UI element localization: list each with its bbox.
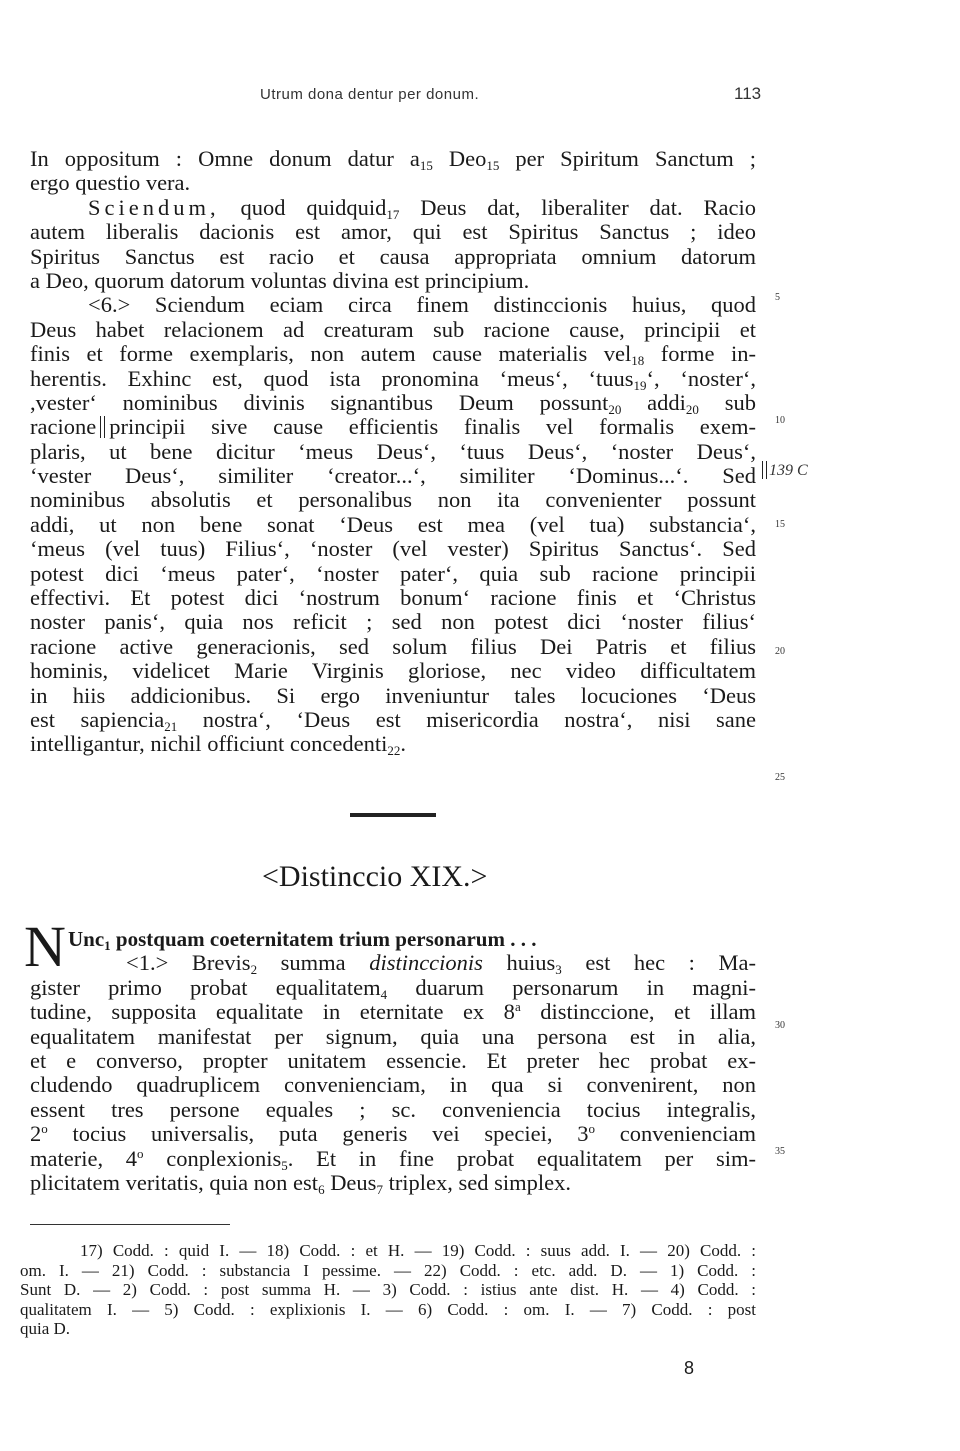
text-line: a Deo, quorum datorum voluntas divina est principium. (30, 267, 530, 293)
footnotes (20, 1241, 756, 1339)
line-number-15: 15 (775, 519, 785, 530)
footnote-line: Sunt D. — 2) Codd. : post summa H. — 3) Codd. : istius ante dist. H. — 4) Codd. : (20, 1280, 756, 1299)
column-break-mark (100, 416, 105, 438)
drop-capital: N (24, 914, 66, 979)
text-line: <1.> Brevis$_2$ summa distinccionis huius$_3$ est hec : Ma- (126, 950, 756, 978)
line-number-5: 5 (775, 292, 780, 303)
text-line: Deus habet relacionem ad creaturam sub racione cause, principii et (30, 316, 756, 342)
text-line: addi, ut non bene sonat ‘Deus est mea (vel tua) substancia‘, (30, 511, 756, 537)
text-line: nominibus absolutis et personalibus non ita convenienter possunt (30, 487, 756, 513)
footnote-line: quia D. (20, 1319, 71, 1338)
text-line: herentis. Exhinc est, quod ista pronomina ‘meus‘, ‘tuus$_{19}$‘, ‘noster‘, (30, 365, 756, 393)
text-line: potest dici ‘meus pater‘, ‘noster pater‘, quia sub racione principii (30, 560, 756, 586)
text-line: materie, 4$^o$ conplexionis$_5$. Et in fine probat equalitatem per sim- (30, 1145, 756, 1173)
text-line: racione principii sive cause efficientis finalis vel formalis exem- (30, 414, 756, 440)
text-line: plicitatem veritatis, quia non est$_6$ Deus$_7$ triplex, sed simplex. (30, 1169, 572, 1197)
line-number-10: 10 (775, 415, 785, 426)
text-line: est sapiencia$_{21}$ nostra‘, ‘Deus est misericordia nostra‘, nisi sane (30, 706, 756, 734)
incipit-line: Unc$_1$ postquam coeternitatem trium personarum . . . (68, 927, 537, 953)
line-number-35: 35 (775, 1146, 785, 1157)
running-title: Utrum dona dentur per donum. (260, 86, 480, 103)
line-number-20: 20 (775, 646, 785, 657)
text-line: Sciendum, quod quidquid$_{17}$ Deus dat, liberaliter dat. Racio (88, 194, 756, 222)
footnote-line: qualitatem I. — 5) Codd. : explixionis I. — 6) Codd. : om. I. — 7) Codd. : post (20, 1299, 756, 1319)
text-line: In oppositum : Omne donum datur $a_{15}$ Deo$_{15}$ per Spiritum Sanctum ; (30, 146, 756, 173)
footnote-line: om. I. — 21) Codd. : substancia I pessime. — 22) Codd. : etc. add. D. — 1) Codd. : (20, 1260, 756, 1280)
text-line: plaris, ut bene dicitur ‘meus Deus‘, ‘tuus Deus‘, ‘noster Deus‘, (30, 438, 756, 464)
margin-folio-ref: 139 C (762, 461, 808, 480)
text-line: ‘meus (vel tuus) Filius‘, ‘noster (vel vester) Spiritus Sanctus‘. Sed (30, 536, 756, 562)
text-line: autem liberalis dacionis est amor, qui est Spiritus Sanctus ; ideo (30, 219, 756, 245)
footnote-line: 17) Codd. : quid I. — 18) Codd. : et H. — 19) Codd. : suus add. I. — 20) Codd. : (80, 1241, 756, 1260)
line-number-30: 30 (775, 1020, 785, 1031)
text-line: equalitatem manifestat per signum, quia una persona est in alia, (30, 1023, 756, 1049)
text-line: ergo questio vera. (30, 170, 191, 196)
text-line: racione active generacionis, sed solum filius Dei Patris et filius (30, 633, 756, 659)
section-title: <Distinccio XIX.> (262, 860, 488, 893)
text-line: intelligantur, nichil officiunt concedenti$_{22}$. (30, 731, 406, 759)
line-number-25: 25 (775, 772, 785, 783)
text-line: <6.> Sciendum eciam circa finem distinccionis huius, quod (88, 292, 756, 318)
text-line: ‘vester Deus‘, similiter ‘creator...‘, similiter ‘Dominus...‘. Sed (30, 463, 756, 489)
page-number: 113 (734, 84, 762, 103)
main-text-section-2 (30, 927, 756, 1195)
text-line: gister primo probat equalitatem$_4$ duarum personarum in magni- (30, 974, 756, 1002)
text-line: hominis, videlicet Marie Virginis gloriose, nec video difficultatem (30, 658, 756, 684)
text-line: et e converso, propter unitatem essencie. Et preter hec probat ex- (30, 1047, 756, 1073)
text-line: tudine, supposita equalitate in eternitate ex 8$^a$ distinccione, et illam (30, 999, 757, 1025)
text-line: finis et forme exemplaris, non autem cause materialis vel$_{18}$ forme in- (30, 341, 756, 369)
text-line: ,vester‘ nominibus divinis signantibus Deum possunt$_{20}$ addi$_{20}$ sub (30, 389, 756, 417)
footnote-rule (30, 1224, 230, 1225)
text-line: 2$^o$ tocius universalis, puta generis vei speciei, 3$^o$ convenienciam (30, 1121, 756, 1147)
text-line: cludendo quadruplicem convenienciam, in qua si convenirent, non (30, 1072, 756, 1098)
main-text-section-1 (30, 147, 756, 757)
text-line: effectivi. Et potest dici ‘nostrum bonum‘ racione finis et ‘Christus (30, 585, 756, 611)
text-line: in hiis addicionibus. Si ergo inveniuntur tales locuciones ‘Deus (30, 682, 756, 708)
section-divider (350, 813, 436, 817)
text-line: Spiritus Sanctus est racio et causa appropriata omnium datorum (30, 243, 756, 269)
text-line: essent tres persone equales ; sc. conveniencia tocius integralis, (30, 1096, 756, 1122)
signature-mark: 8 (684, 1358, 695, 1378)
text-line: noster panis‘, quia nos reficit ; sed non potest dici ‘noster filius‘ (30, 609, 756, 635)
